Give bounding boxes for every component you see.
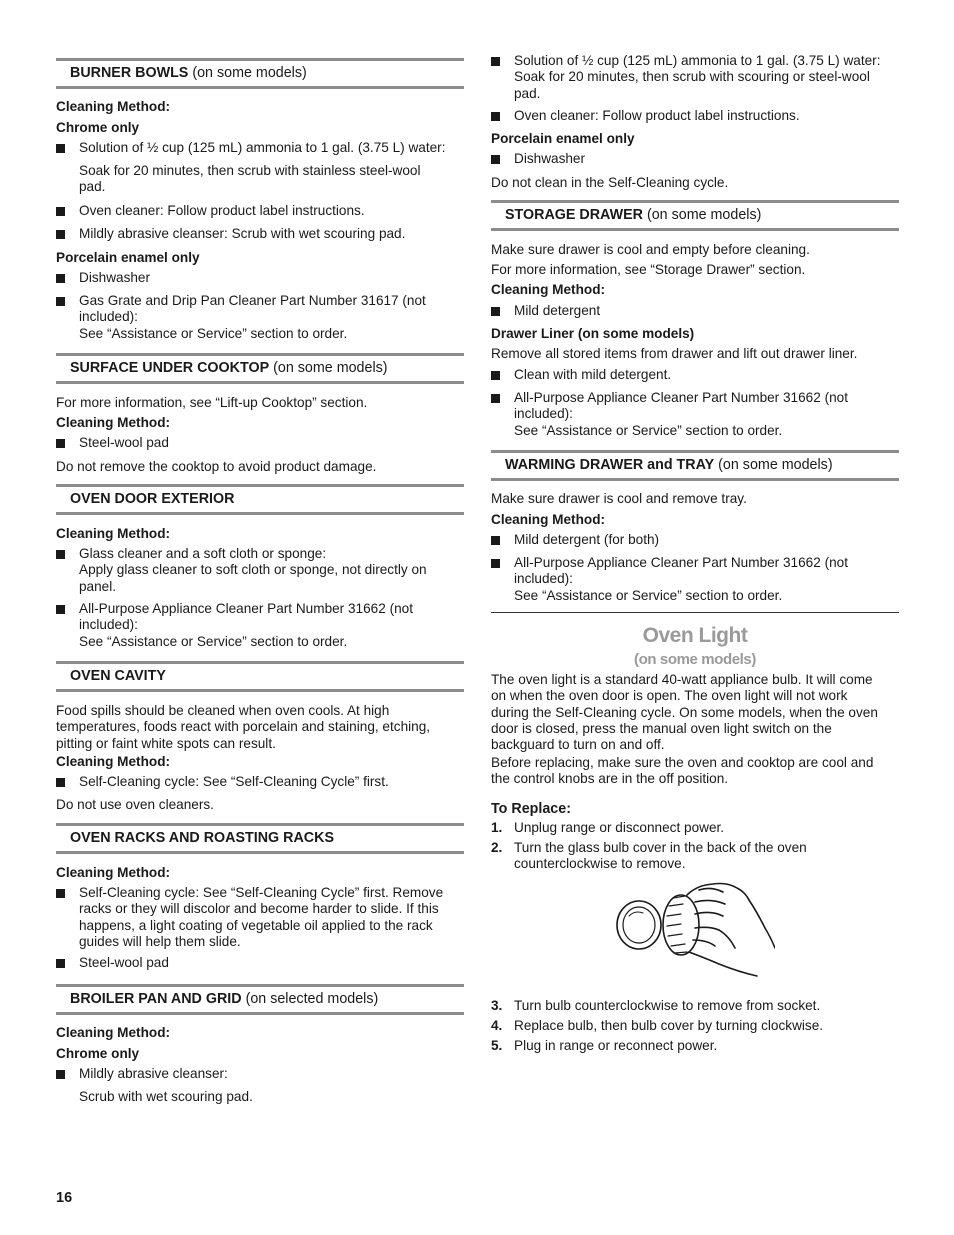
section-title: OVEN DOOR EXTERIOR xyxy=(70,490,235,507)
section-title: OVEN CAVITY xyxy=(70,667,166,684)
section-title: SURFACE UNDER COOKTOP xyxy=(70,359,270,376)
list-item: Clean with mild detergent. xyxy=(491,367,899,383)
paragraph: Make sure drawer is cool and remove tray. xyxy=(491,491,747,506)
section-header-oven-cavity xyxy=(56,661,464,692)
bullet-square-icon xyxy=(56,274,65,283)
cleaning-method-label: Cleaning Method: xyxy=(56,754,171,769)
paragraph: Before replacing, make sure the oven and cooktop are cool and the control knobs are in the off position. xyxy=(491,755,874,787)
paragraph: Do not use oven cleaners. xyxy=(56,797,214,812)
cleaning-method-label: Cleaning Method: xyxy=(491,512,606,527)
bullet-square-icon xyxy=(56,230,65,239)
step-item: 1. Unplug range or disconnect power. xyxy=(491,820,725,835)
section-divider xyxy=(491,612,899,613)
porcelain-enamel-label: Porcelain enamel only xyxy=(56,250,200,265)
chrome-only-label: Chrome only xyxy=(56,1046,140,1061)
oven-light-title: Oven Light xyxy=(642,624,748,647)
step-item: 4. Replace bulb, then bulb cover by turning clockwise. xyxy=(491,1018,824,1033)
bulb-cover-removal-illustration xyxy=(615,880,775,988)
oven-light-subtitle: (on some models) xyxy=(634,651,756,668)
list-item: All-Purpose Appliance Cleaner Part Number 31662 (not included): See “Assistance or Service” section to order. xyxy=(491,390,899,439)
list-item: Mildly abrasive cleanser: Scrub with wet scouring pad. xyxy=(56,226,464,242)
page-number: 16 xyxy=(56,1190,73,1206)
bullet-square-icon xyxy=(56,144,65,153)
bullet-square-icon xyxy=(491,307,500,316)
section-title: OVEN RACKS AND ROASTING RACKS xyxy=(70,829,334,846)
paragraph: Make sure drawer is cool and empty before cleaning. xyxy=(491,242,810,257)
bullet-square-icon xyxy=(56,959,65,968)
section-note: (on some models) xyxy=(718,456,833,473)
bullet-square-icon xyxy=(491,57,500,66)
section-header-oven-door-exterior xyxy=(56,484,464,515)
list-item: Glass cleaner and a soft cloth or sponge: Apply glass cleaner to soft cloth or sponge, not directly on panel. xyxy=(56,546,464,595)
list-item-continuation: Scrub with wet scouring pad. xyxy=(79,1089,253,1104)
section-note: (on some models) xyxy=(192,64,307,81)
section-header-warming-drawer xyxy=(491,450,899,481)
paragraph: Do not clean in the Self-Cleaning cycle. xyxy=(491,175,729,190)
bullet-square-icon xyxy=(491,536,500,545)
list-item: Gas Grate and Drip Pan Cleaner Part Number 31617 (not included): See “Assistance or Service” section to order. xyxy=(56,293,464,342)
section-header-oven-racks xyxy=(56,823,464,854)
bullet-square-icon xyxy=(56,297,65,306)
bullet-square-icon xyxy=(56,889,65,898)
list-item: Solution of ½ cup (125 mL) ammonia to 1 gal. (3.75 L) water: Soak for 20 minutes, then scrub with scouring or steel-wool pad. xyxy=(491,53,899,102)
list-item: Oven cleaner: Follow product label instructions. xyxy=(56,203,464,219)
cleaning-method-label: Cleaning Method: xyxy=(56,415,171,430)
section-note: (on selected models) xyxy=(245,990,379,1007)
chrome-only-label: Chrome only xyxy=(56,120,140,135)
step-item: 3. Turn bulb counterclockwise to remove from socket. xyxy=(491,998,821,1013)
bullet-square-icon xyxy=(56,550,65,559)
paragraph: The oven light is a standard 40-watt appliance bulb. It will come on when the oven door is open. The oven light will not work during the Self-Cleaning cycle. On some models, when the oven door is closed, press the manual oven light switch on the backguard to turn on and off. xyxy=(491,672,878,753)
cleaning-method-label: Cleaning Method: xyxy=(491,282,606,297)
paragraph: For more information, see “Lift-up Cooktop” section. xyxy=(56,395,368,410)
list-item: Mild detergent (for both) xyxy=(491,532,899,548)
list-item: Dishwasher xyxy=(491,151,899,167)
section-header-storage-drawer xyxy=(491,200,899,231)
list-item: Dishwasher xyxy=(56,270,464,286)
list-item: Self-Cleaning cycle: See “Self-Cleaning Cycle” first. xyxy=(56,774,464,790)
list-item: Solution of ½ cup (125 mL) ammonia to 1 gal. (3.75 L) water: xyxy=(56,140,464,156)
porcelain-enamel-label: Porcelain enamel only xyxy=(491,131,635,146)
paragraph: Remove all stored items from drawer and lift out drawer liner. xyxy=(491,346,858,361)
list-item: Self-Cleaning cycle: See “Self-Cleaning Cycle” first. Remove racks or they will discolor and become harder to slide. If this happens, a light coating of vegetable oil applied to the rack guides will help them slide. xyxy=(56,885,464,950)
paragraph: Do not remove the cooktop to avoid product damage. xyxy=(56,459,377,474)
bullet-square-icon xyxy=(491,559,500,568)
cleaning-method-label: Cleaning Method: xyxy=(56,526,171,541)
section-title: WARMING DRAWER and TRAY xyxy=(505,456,715,473)
to-replace-label: To Replace: xyxy=(491,801,571,817)
section-header-broiler-pan xyxy=(56,984,464,1015)
drawer-liner-label: Drawer Liner (on some models) xyxy=(491,326,695,341)
section-title: STORAGE DRAWER xyxy=(505,206,643,223)
section-note: (on some models) xyxy=(646,206,762,223)
section-title: BROILER PAN AND GRID xyxy=(70,990,242,1007)
bullet-square-icon xyxy=(56,207,65,216)
section-note: (on some models) xyxy=(273,359,388,376)
bullet-square-icon xyxy=(491,155,500,164)
paragraph: For more information, see “Storage Drawer” section. xyxy=(491,262,806,277)
section-header-burner-bowls xyxy=(56,58,464,89)
step-item: 2. Turn the glass bulb cover in the back of the oven counterclockwise to remove. xyxy=(491,840,807,872)
step-item: 5. Plug in range or reconnect power. xyxy=(491,1038,718,1053)
cleaning-method-label: Cleaning Method: xyxy=(56,99,171,114)
section-title: BURNER BOWLS xyxy=(70,64,189,81)
list-item: All-Purpose Appliance Cleaner Part Number 31662 (not included): See “Assistance or Service” section to order. xyxy=(491,555,899,604)
list-item: Steel-wool pad xyxy=(56,435,464,451)
cleaning-method-label: Cleaning Method: xyxy=(56,865,171,880)
list-item: All-Purpose Appliance Cleaner Part Number 31662 (not included): See “Assistance or Service” section to order. xyxy=(56,601,464,650)
list-item: Oven cleaner: Follow product label instructions. xyxy=(491,108,899,124)
cleaning-method-label: Cleaning Method: xyxy=(56,1025,171,1040)
bullet-square-icon xyxy=(56,605,65,614)
list-item: Mild detergent xyxy=(491,303,899,319)
paragraph: Food spills should be cleaned when oven cools. At high temperatures, foods react with porcelain and staining, etching, pitting or faint white spots can result. xyxy=(56,703,431,751)
bullet-square-icon xyxy=(56,439,65,448)
list-item: Steel-wool pad xyxy=(56,955,464,971)
bullet-square-icon xyxy=(491,394,500,403)
bullet-square-icon xyxy=(491,112,500,121)
bullet-square-icon xyxy=(491,371,500,380)
section-header-surface-under-cooktop xyxy=(56,353,464,384)
bullet-square-icon xyxy=(56,1070,65,1079)
bullet-square-icon xyxy=(56,778,65,787)
list-item: Mildly abrasive cleanser: xyxy=(56,1066,464,1082)
list-item-continuation: Soak for 20 minutes, then scrub with stainless steel-wool pad. xyxy=(79,163,421,195)
